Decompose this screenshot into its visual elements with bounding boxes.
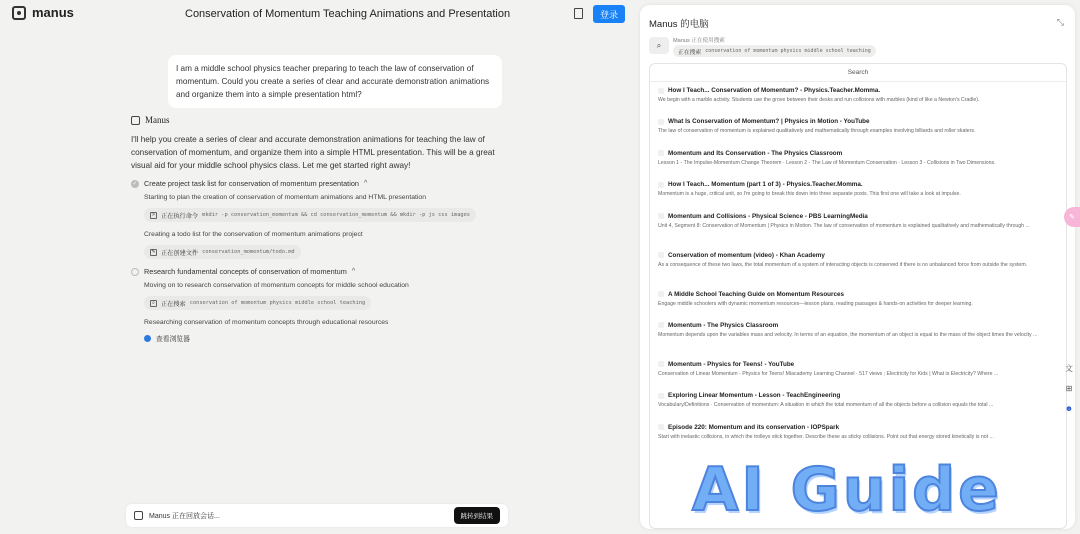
browser-title: Search bbox=[650, 64, 1066, 82]
search-result[interactable] bbox=[658, 423, 1056, 454]
chip-label: 正在搜索 bbox=[161, 300, 186, 308]
search-results bbox=[658, 86, 1056, 454]
manus-logo-icon bbox=[12, 6, 26, 20]
assistant-name: Manus bbox=[145, 115, 170, 125]
task-title: Research fundamental concepts of conservation of momentum bbox=[144, 267, 347, 276]
favicon-icon bbox=[658, 291, 664, 297]
favicon-icon bbox=[658, 424, 664, 430]
manus-logo-icon bbox=[134, 511, 143, 520]
step-text: Creating a todo list for the conservation of momentum animations project bbox=[144, 231, 363, 238]
result-title[interactable]: How I Teach... Conservation of Momentum? - Physics.Teacher.Momma. bbox=[668, 87, 881, 94]
result-snippet: Momentum depends upon the variables mass and velocity. In terms of an equation, the momentum of an object is equal to the mass of the object times the velocity ... bbox=[658, 331, 1038, 338]
favicon-icon bbox=[658, 150, 664, 156]
result-title[interactable]: Momentum - Physics for Teens! - YouTube bbox=[668, 360, 795, 368]
result-snippet: Unit 4, Segment 8: Conservation of Momentum | Physics in Motion. The law of conservation of momentum is explained qualitatively and mathematically through ... bbox=[658, 222, 1030, 229]
step-text: Researching conservation of momentum concepts through educational resources bbox=[144, 319, 389, 326]
search-result[interactable] bbox=[658, 251, 1056, 290]
view-browser-link[interactable] bbox=[144, 333, 190, 343]
search-result[interactable] bbox=[658, 290, 1056, 321]
collapse-icon[interactable]: ⤡ bbox=[1056, 17, 1064, 27]
step-text: Moving on to research conservation of momentum concepts for middle school education bbox=[144, 282, 409, 289]
result-snippet: Lesson 1 - The Impulse-Momentum Change Theorem · Lesson 2 - The Law of Momentum Conservation · Lesson 3 - Collisions in Two Dimensions. bbox=[658, 159, 996, 166]
result-snippet: The law of conservation of momentum is explained qualitatively and mathematically through examples involving billiards and roller skaters. bbox=[658, 128, 976, 135]
favicon-icon bbox=[658, 361, 664, 367]
result-title[interactable]: How I Teach... Momentum (part 1 of 3) - Physics.Teacher.Momma. bbox=[668, 181, 863, 189]
manus-logo-icon bbox=[131, 116, 140, 125]
assistant-reply: I'll help you create a series of clear and accurate demonstration animations for teaching the law of conservation of momentum, and organize them into a simple HTML presentation. This will be a great visual aid for your middle school physics class. Let me get started right away! bbox=[131, 135, 495, 170]
search-result[interactable] bbox=[658, 117, 1056, 148]
result-snippet: Start with inelastic collisions, in which the trolleys stick together. Describe these as sticky collisions. Point out that energy stored kinetically is not ... bbox=[658, 433, 994, 440]
login-button[interactable]: 登录 bbox=[593, 5, 625, 23]
jump-to-result-button[interactable]: 跳转到结果 bbox=[454, 507, 501, 524]
app-name: manus bbox=[32, 5, 74, 20]
chip-label: 正在执行命令 bbox=[161, 212, 199, 220]
search-chip bbox=[673, 45, 876, 57]
share-icon[interactable] bbox=[574, 8, 583, 19]
browse-label: 查看浏览器 bbox=[156, 336, 190, 343]
result-snippet: As a consequence of these two laws, the total momentum of a system of interacting objects is conserved if there is no unbalanced force from outside the system. bbox=[658, 261, 1028, 268]
chip-command: conservation of momentum physics middle school teaching bbox=[189, 300, 366, 306]
result-title[interactable]: Momentum - The Physics Classroom bbox=[668, 321, 779, 329]
command-chip[interactable] bbox=[144, 208, 476, 222]
pending-icon bbox=[131, 268, 139, 276]
grid-icon[interactable]: ⊞ bbox=[1065, 383, 1073, 393]
chevron-up-icon[interactable]: ^ bbox=[351, 268, 356, 275]
search-result[interactable] bbox=[658, 180, 1056, 211]
replay-bar bbox=[126, 504, 508, 527]
result-title[interactable]: Conservation of momentum (video) - Khan Academy bbox=[668, 251, 825, 259]
search-chip[interactable] bbox=[144, 296, 371, 310]
result-title[interactable]: Momentum and Collisions - Physical Science - PBS LearningMedia bbox=[668, 212, 868, 220]
search-result[interactable] bbox=[658, 149, 1056, 180]
search-icon: ⌕ bbox=[649, 37, 669, 54]
favicon-icon bbox=[658, 88, 664, 94]
chip-label: 正在搜索 bbox=[678, 49, 702, 56]
search-result[interactable] bbox=[658, 360, 1056, 391]
favicon-icon bbox=[658, 252, 664, 258]
browser-icon bbox=[144, 335, 151, 342]
panel-title: Manus 的电脑 bbox=[649, 19, 709, 30]
favicon-icon bbox=[658, 119, 664, 125]
result-snippet: Conservation of Linear Momentum - Physics for Teens! Miacademy Learning Channel · 517 views ; Electricity for Kids | What is Electricity? Where ... bbox=[658, 370, 999, 377]
favicon-icon bbox=[658, 182, 664, 188]
search-result[interactable] bbox=[658, 321, 1056, 360]
task-title: Create project task list for conservation of momentum presentation bbox=[144, 179, 359, 188]
result-title[interactable]: What Is Conservation of Momentum? | Physics in Motion - YouTube bbox=[668, 118, 870, 126]
result-snippet: Engage middle schoolers with dynamic momentum resources—lesson plans, reading passages & hands-on activities for deeper learning. bbox=[658, 300, 973, 307]
assistant-icon[interactable]: ☻ bbox=[1064, 403, 1074, 413]
result-title[interactable]: A Middle School Teaching Guide on Momentum Resources bbox=[668, 290, 844, 298]
replay-status: Manus 正在回放会话... bbox=[149, 512, 220, 520]
user-message: I am a middle school physics teacher preparing to teach the law of conservation of momentum. Could you create a series of clear and accurate demonstration animations and organize them into a simple presentation html? bbox=[168, 55, 502, 108]
favicon-icon bbox=[658, 213, 664, 219]
computer-panel bbox=[640, 5, 1075, 529]
search-result[interactable] bbox=[658, 86, 1056, 117]
result-snippet: Momentum is a huge, critical unit, so I'm going to break this down into three separate posts. This first one will take a look at impulse. bbox=[658, 191, 961, 198]
result-title[interactable]: Momentum and Its Conservation - The Physics Classroom bbox=[668, 149, 843, 157]
chip-command: mkdir -p conservation_momentum && cd conservation_momentum && mkdir -p js css images bbox=[202, 212, 471, 218]
favicon-icon bbox=[658, 393, 664, 399]
check-icon: ✓ bbox=[132, 181, 138, 187]
chip-command: conservation_momentum/todo.md bbox=[202, 249, 295, 255]
tool-status: Manus 正在使用搜索 bbox=[673, 38, 725, 44]
translate-icon[interactable]: 文 bbox=[1065, 363, 1073, 373]
task-item[interactable] bbox=[131, 267, 355, 276]
file-chip[interactable] bbox=[144, 245, 301, 259]
result-snippet: Vocabulary/Definitions · Conservation of momentum: A situation in which the total momentum of all the objects before a collision equals the total ... bbox=[658, 402, 994, 409]
chevron-up-icon[interactable]: ^ bbox=[363, 180, 368, 187]
result-title[interactable]: Exploring Linear Momentum - Lesson - TeachEngineering bbox=[668, 392, 841, 400]
chip-label: 正在创建文件 bbox=[161, 249, 199, 257]
result-title[interactable]: Episode 220: Momentum and its conservation - IOPSpark bbox=[668, 423, 840, 431]
file-icon: ✎ bbox=[151, 249, 156, 255]
assistant-label bbox=[131, 115, 170, 125]
task-item[interactable] bbox=[131, 179, 367, 188]
search-icon: ⌕ bbox=[150, 300, 157, 307]
search-query: conservation of momentum physics middle school teaching bbox=[705, 48, 871, 54]
assistant-tab-icon[interactable]: ✎ bbox=[1064, 207, 1080, 227]
favicon-icon bbox=[658, 322, 664, 328]
watermark: AI Guide bbox=[692, 455, 1002, 525]
step-text: Starting to plan the creation of conservation of momentum animations and HTML presentation bbox=[144, 194, 426, 201]
search-result[interactable] bbox=[658, 212, 1056, 251]
result-snippet: We begin with a marble activity. Students use the grove between their desks and run collisions with marbles (kind of like a Newton's Cradle). bbox=[658, 97, 980, 103]
search-result[interactable] bbox=[658, 391, 1056, 422]
app-logo[interactable] bbox=[12, 5, 74, 20]
terminal-icon: > bbox=[150, 212, 157, 219]
conversation-title: Conservation of Momentum Teaching Animations and Presentation bbox=[185, 8, 511, 20]
